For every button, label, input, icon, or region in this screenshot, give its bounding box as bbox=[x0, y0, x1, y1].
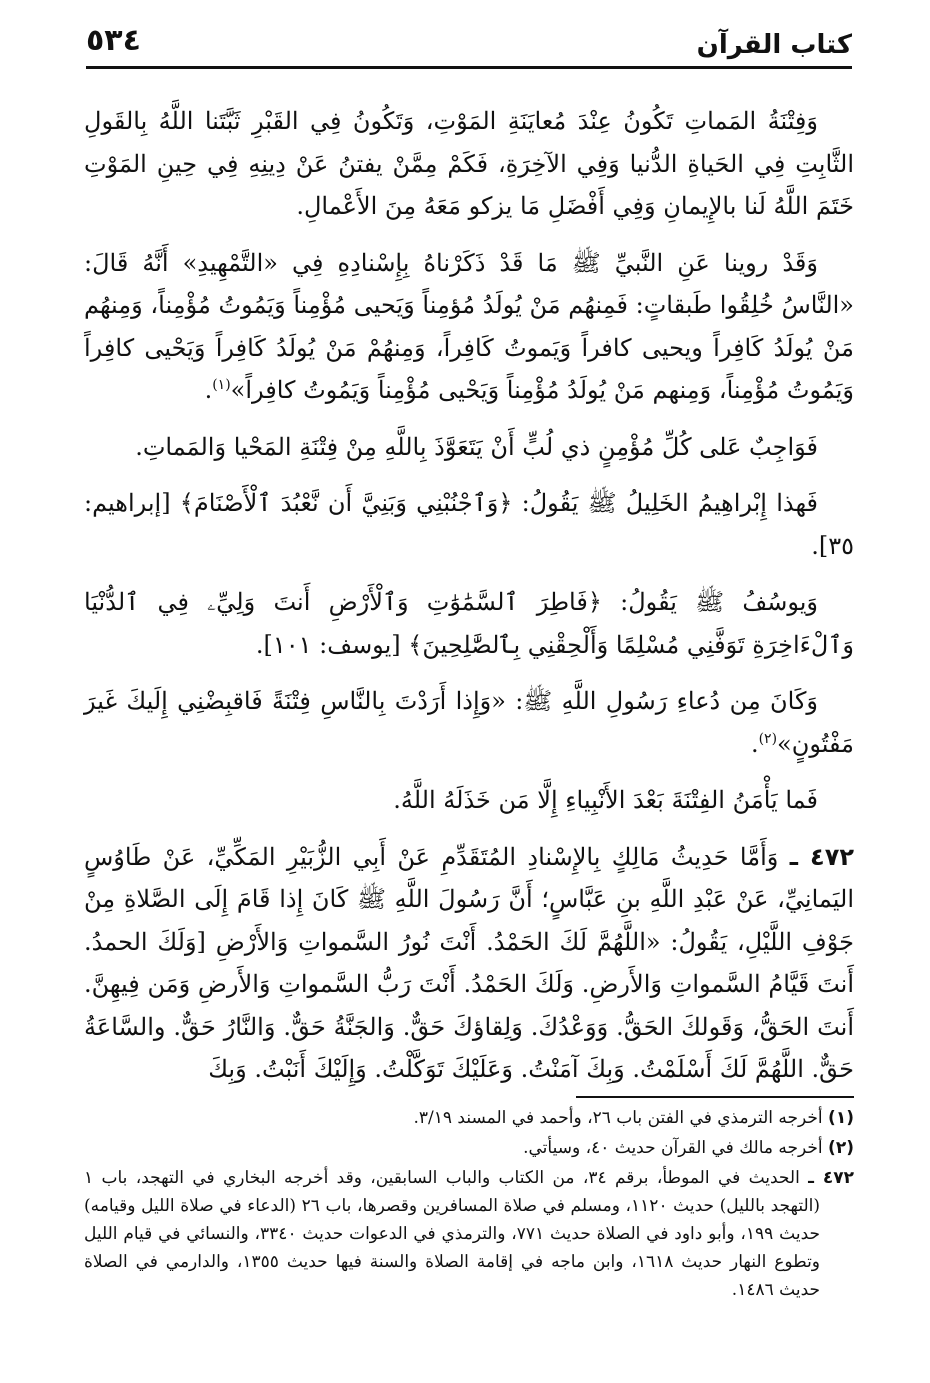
paragraph-text: وَيوسُفُ ﷺ يَقُولُ: ﴿فَاطِرَ ٱلسَّمَٰوَٰتِ وَٱلْأَرْضِ أَنتَ وَلِيِّۦ فِي ٱلدُّنْيَا وَٱلْءَاخِرَةِ تَوَفَّنِي مُسْلِمًا وَأَلْحِقْنِي بِٱلصَّٰلِحِينَ﴾ [يوسف: ١٠١]. bbox=[84, 588, 854, 659]
footnote-item bbox=[84, 1164, 854, 1304]
page-number: ٥٣٤ bbox=[86, 23, 141, 58]
page-header bbox=[86, 18, 852, 74]
footnote-reference: (١) bbox=[212, 377, 231, 393]
paragraph-3 bbox=[84, 426, 854, 469]
footnote-text: أخرجه مالك في القرآن حديث ٤٠، وسيأتي. bbox=[523, 1138, 823, 1158]
paragraph-6 bbox=[84, 680, 854, 765]
paragraph-text: وَقَدْ روينا عَنِ النَّبيِّ ﷺ مَا قَدْ ذَكَرْناهُ بِإِسْنادِهِ فِي «التَّمْهِيدِ» أَنَّهُ قَالَ: «النَّاسُ خُلِقُوا طَبقاتٍ: فَمِنهُم مَنْ يُولَدُ مُؤمِناً وَيَحيى مُؤْمِناً وَيَمُوتُ مُؤْمِناً، وَمِنهُم مَنْ يُولَدُ كَافِراً ويحيى كافراً وَيَموتُ كَافِراً، وَمِنهُمْ مَنْ يُولَدُ كَافِراً وَيَحْيى كافِراً وَيَمُوتُ مُؤْمِناً، وَمِنهم مَنْ يُولَدُ مُؤْمِناً وَيَحْيى مُؤْمِناً وَيَمُوتُ كافِراً» bbox=[84, 248, 854, 404]
paragraph-1 bbox=[84, 100, 854, 228]
footnotes bbox=[84, 1104, 854, 1306]
footnote-marker: (١) bbox=[828, 1108, 854, 1128]
hadith-number: ٤٧٢ ـ bbox=[789, 842, 854, 871]
paragraph-tail: . bbox=[750, 729, 759, 758]
paragraph-text: وَفِتْنَةُ المَماتِ تَكُونُ عِنْدَ مُعايَنَةِ المَوْتِ، وَتَكُونُ فِي القَبْرِ ثَبَّتَنا اللَّهُ بِالقَولِ الثَّابِتِ فِي الحَياةِ الدُّنيا وَفِي الآخِرَةِ، فَكَمْ مِمَّنْ يفتنُ عَنْ دِينِهِ فِي حِينِ المَوْتِ خَتَمَ اللَّهُ لَنا بالإِيمانِ وَفِي أَفْضَلِ مَا يزكو مَعَهُ مِنَ الأَعْمالِ. bbox=[84, 107, 855, 220]
paragraph-text: فَما يَأْمَنُ الفِتْنَةَ بَعْدَ الأَنْبِياءِ إِلَّا مَن خَذَلَهُ اللَّهُ. bbox=[393, 786, 818, 814]
footnote-text: أخرجه الترمذي في الفتن باب ٢٦، وأحمد في المسند ٣/١٩. bbox=[413, 1108, 823, 1128]
footnote-item bbox=[84, 1104, 854, 1132]
book-title: كتاب القرآن bbox=[696, 30, 852, 60]
paragraph-4 bbox=[84, 482, 854, 567]
footnote-text: الحديث في الموطأ، برقم ٣٤، من الكتاب والباب السابقين، وقد أخرجه البخاري في التهجد، باب ١ (التهجد بالليل) حديث ١١٢٠، ومسلم في صلاة المسافرين وقصرها، باب ٢٦ (الدعاء في صلاة الليل وقيامه) حديث ١٩٩، وأبو داود في الصلاة حديث ٧٧١، والترمذي في الدعوات حديث ٣٣٤٠، والنسائي في قيام الليل وتطوع النهار حديث ١٦١٨، وابن ماجه في إقامة الصلاة والسنة فيها حديث ١٣٥٥، والدارمي في الصلاة حديث ١٤٨٦. bbox=[84, 1168, 821, 1300]
main-text bbox=[84, 100, 854, 1105]
hadith-text: وَأَمَّا حَدِيثُ مَالِكٍ بِالإِسْنادِ المُتَقَدِّمِ عَنْ أَبِي الزُّبَيْرِ المَكِّيِّ، عَنْ طَاوُسٍ اليَمانِيِّ، عَنْ عَبْدِ اللَّهِ بنِ عَبَّاسٍ؛ أَنَّ رَسُولَ اللَّهِ ﷺ كَانَ إِذا قَامَ إِلَى الصَّلاةِ مِنْ جَوْفِ اللَّيْلِ، يَقُولُ: «اللَّهُمَّ لَكَ الحَمْدُ. أَنْتَ نُورُ السَّمواتِ وَالأَرْضِ [وَلَكَ الحمدُ. أَنتَ قَيَّامُ السَّمواتِ وَالأَرضِ. وَلَكَ الحَمْدُ. أَنْتَ رَبُّ السَّمواتِ وَالأَرضِ وَمَن فِيهِنَّ. أَنتَ الحَقُّ، وَقَولكَ الحَقُّ. وَوَعْدُكَ. وَلِقاؤكَ حَقٌّ. وَالجَنَّةُ حَقٌّ. وَالنَّارُ حَقٌّ. والسَّاعَةُ حَقٌّ. اللَّهُمَّ لَكَ أَسْلَمْتُ. وَبِكَ آمَنْتُ. وَعَلَيْكَ تَوَكَّلْتُ. وَإِلَيْكَ أَنَبْتُ. وَبِكَ bbox=[84, 842, 854, 1083]
paragraph-text: وَكَانَ مِن دُعاءِ رَسُولِ اللَّهِ ﷺ: «وَإِذا أَرَدْتَ بِالنَّاسِ فِتْنَةً فَاقبِضْنِي إِلَيكَ غَيرَ مَفْتُونٍ» bbox=[84, 687, 854, 758]
paragraph-2 bbox=[84, 242, 854, 412]
paragraph-text: فَهذا إِبْراهِيمُ الخَلِيلُ ﷺ يَقُولُ: ﴿وَٱجْنُبْنِي وَبَنِيَّ أَن نَّعْبُدَ ٱلْأَصْنَامَ﴾ [إبراهيم: ٣٥]. bbox=[84, 489, 854, 560]
footnote-marker: ٤٧٢ ـ bbox=[808, 1168, 854, 1188]
header-rule bbox=[86, 66, 852, 69]
paragraph-tail: . bbox=[204, 376, 213, 404]
paragraph-text: فَوَاجِبٌ عَلى كُلِّ مُؤْمِنٍ ذي لُبٍّ أَنْ يَتَعَوَّذَ بِاللَّهِ مِنْ فِتْنَةِ المَحْيا وَالمَماتِ. bbox=[135, 432, 818, 461]
hadith-paragraph bbox=[84, 836, 854, 1091]
footnote-separator bbox=[576, 1096, 854, 1098]
footnote-reference: (٢) bbox=[758, 730, 778, 747]
footnote-marker: (٢) bbox=[828, 1138, 854, 1158]
paragraph-7 bbox=[84, 779, 854, 822]
footnote-item bbox=[84, 1134, 854, 1162]
paragraph-5 bbox=[84, 581, 854, 666]
